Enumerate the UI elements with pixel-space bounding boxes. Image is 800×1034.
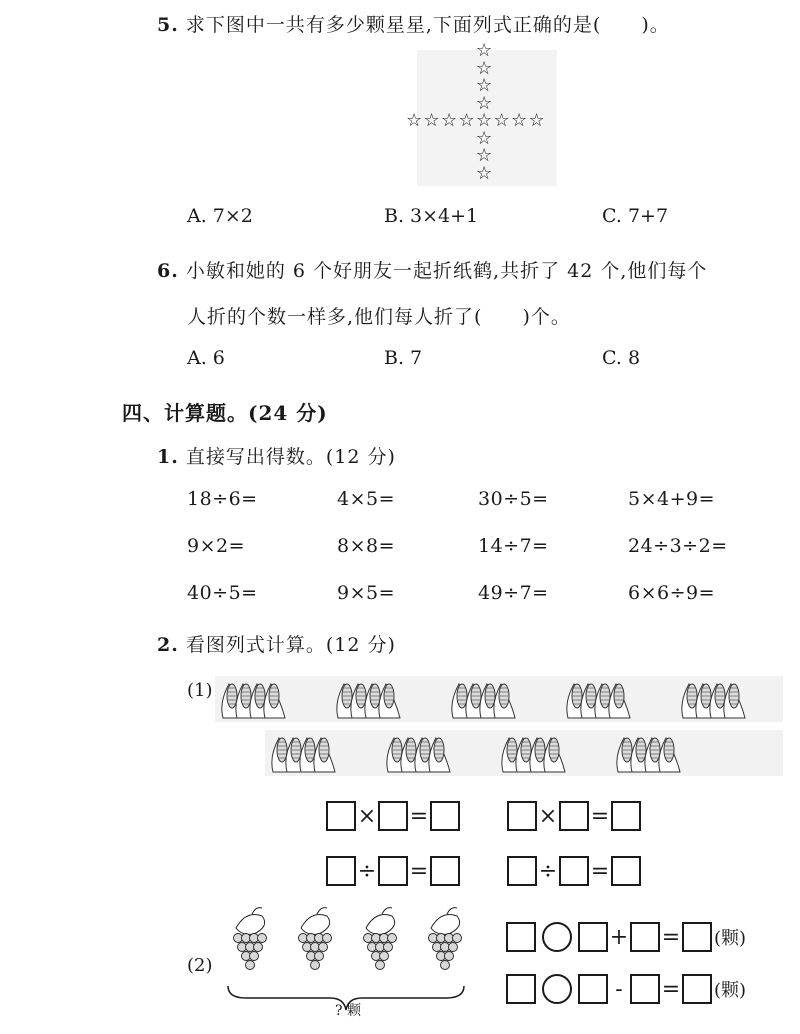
calc-item[interactable]: 30÷5=: [478, 488, 549, 510]
answer-box[interactable]: [506, 922, 536, 952]
q6-text-line2: 人折的个数一样多,他们每人折了( )个。: [187, 306, 571, 328]
star-icon: ☆: [511, 110, 528, 131]
q5-option-b[interactable]: B. 3×4+1: [384, 205, 479, 227]
q5-option-a[interactable]: A. 7×2: [187, 205, 253, 227]
calc1-number: 1.: [157, 446, 179, 468]
star-figure: [406, 40, 557, 186]
answer-box[interactable]: [430, 801, 460, 831]
star-icon: ☆: [493, 110, 510, 131]
divide-equation-2: [507, 856, 641, 886]
equals-sign: =: [590, 803, 610, 829]
q5-number: 5.: [157, 14, 179, 36]
unit-label: (颗): [714, 928, 747, 949]
corn-group-icon: [387, 738, 450, 772]
calc-item[interactable]: 6×6÷9=: [628, 582, 716, 604]
corn-group-icon: [222, 684, 285, 718]
answer-box[interactable]: [682, 974, 712, 1004]
q6-question-line1: [157, 256, 707, 283]
q5-option-c[interactable]: C. 7+7: [602, 205, 669, 227]
corn-group-icon: [452, 684, 515, 718]
corn-group-icon: [337, 684, 400, 718]
equals-sign: =: [409, 858, 429, 884]
grape-bunch-icon: [234, 908, 267, 970]
star-icon: ☆: [476, 75, 493, 96]
q6-option-c[interactable]: C. 8: [602, 347, 641, 369]
calc-item[interactable]: 14÷7=: [478, 535, 549, 557]
calc-item[interactable]: 49÷7=: [478, 582, 549, 604]
answer-box[interactable]: [506, 974, 536, 1004]
star-icon: ☆: [476, 57, 493, 79]
star-icon: ☆: [406, 110, 423, 131]
q5-text: 求下图中一共有多少颗星星,下面列式正确的是( )。: [185, 14, 670, 36]
star-icon: ☆: [476, 110, 493, 131]
answer-box[interactable]: [507, 856, 537, 886]
corn-row-2: [265, 730, 783, 776]
calc-item[interactable]: 5×4+9=: [628, 488, 716, 510]
answer-box[interactable]: [682, 922, 712, 952]
answer-box[interactable]: [630, 974, 660, 1004]
calc-item[interactable]: 9×5=: [337, 582, 396, 604]
answer-box[interactable]: [578, 922, 608, 952]
operator-circle[interactable]: [542, 974, 572, 1004]
part2-label: (2): [187, 955, 213, 976]
answer-box[interactable]: [630, 922, 660, 952]
star-icon: ☆: [441, 110, 458, 131]
answer-box[interactable]: [378, 856, 408, 886]
answer-box[interactable]: [507, 801, 537, 831]
divide-equation-1: [326, 856, 460, 886]
star-icon: ☆: [476, 162, 493, 184]
calc-item[interactable]: 9×2=: [187, 535, 246, 557]
divide-sign: ÷: [357, 858, 377, 884]
grape-bunch-icon: [429, 908, 462, 970]
star-icon: ☆: [476, 40, 493, 61]
star-icon: ☆: [458, 110, 475, 131]
grape-bunches: [234, 908, 462, 970]
star-icon: ☆: [528, 110, 545, 131]
equals-sign: =: [661, 924, 681, 950]
calc-item[interactable]: 24÷3÷2=: [628, 535, 728, 557]
answer-box[interactable]: [578, 974, 608, 1004]
calc-item[interactable]: 18÷6=: [187, 488, 258, 510]
calc2-title: 看图列式计算。(12 分): [185, 634, 396, 656]
answer-box[interactable]: [326, 856, 356, 886]
q6-text-line1: 小敏和她的 6 个好朋友一起折纸鹤,共折了 42 个,他们每个: [185, 260, 708, 282]
calc2-number: 2.: [157, 634, 179, 656]
minus-sign: -: [615, 976, 623, 1002]
subtraction-equation: [506, 974, 746, 1004]
calc-item[interactable]: 4×5=: [337, 488, 396, 510]
calc2-title-row: [157, 630, 396, 657]
answer-box[interactable]: [611, 801, 641, 831]
star-icon: ☆: [476, 92, 493, 114]
corn-group-icon: [682, 684, 745, 718]
multiply-equation-2: [507, 801, 641, 831]
grape-bunch-icon: [299, 908, 332, 970]
corn-group-icon: [567, 684, 630, 718]
equals-sign: =: [409, 803, 429, 829]
answer-box[interactable]: [559, 856, 589, 886]
answer-box[interactable]: [611, 856, 641, 886]
corn-group-icon: [272, 738, 335, 772]
q6-number: 6.: [157, 260, 179, 282]
answer-box[interactable]: [326, 801, 356, 831]
section-title: 四、计算题。(24 分): [122, 401, 328, 425]
corn-row-1: [215, 676, 783, 722]
q6-option-b[interactable]: B. 7: [384, 347, 423, 369]
part1-label: (1): [187, 680, 213, 701]
corn-group-icon: [502, 738, 565, 772]
divide-sign: ÷: [538, 858, 558, 884]
calc-item[interactable]: 40÷5=: [187, 582, 258, 604]
q6-option-a[interactable]: A. 6: [187, 347, 225, 369]
calc1-title-row: [157, 442, 396, 469]
times-sign: ×: [538, 803, 558, 829]
answer-box[interactable]: [559, 801, 589, 831]
calc-item[interactable]: 8×8=: [337, 535, 396, 557]
corn-group-icon: [617, 738, 680, 772]
star-icon: ☆: [423, 110, 440, 131]
grape-bunch-icon: [364, 908, 397, 970]
multiply-equation-1: [326, 801, 460, 831]
calc1-title: 直接写出得数。(12 分): [185, 446, 396, 468]
addition-equation: [506, 922, 746, 952]
times-sign: ×: [357, 803, 377, 829]
star-icon: ☆: [476, 145, 493, 166]
q5-question: [157, 10, 670, 37]
brace-label: ? 颗: [335, 1003, 361, 1019]
equals-sign: =: [590, 858, 610, 884]
answer-box[interactable]: [378, 801, 408, 831]
star-icon: ☆: [476, 127, 493, 149]
answer-box[interactable]: [430, 856, 460, 886]
plus-sign: +: [609, 924, 629, 950]
unit-label: (颗): [714, 980, 747, 1001]
operator-circle[interactable]: [542, 922, 572, 952]
equals-sign: =: [661, 976, 681, 1002]
